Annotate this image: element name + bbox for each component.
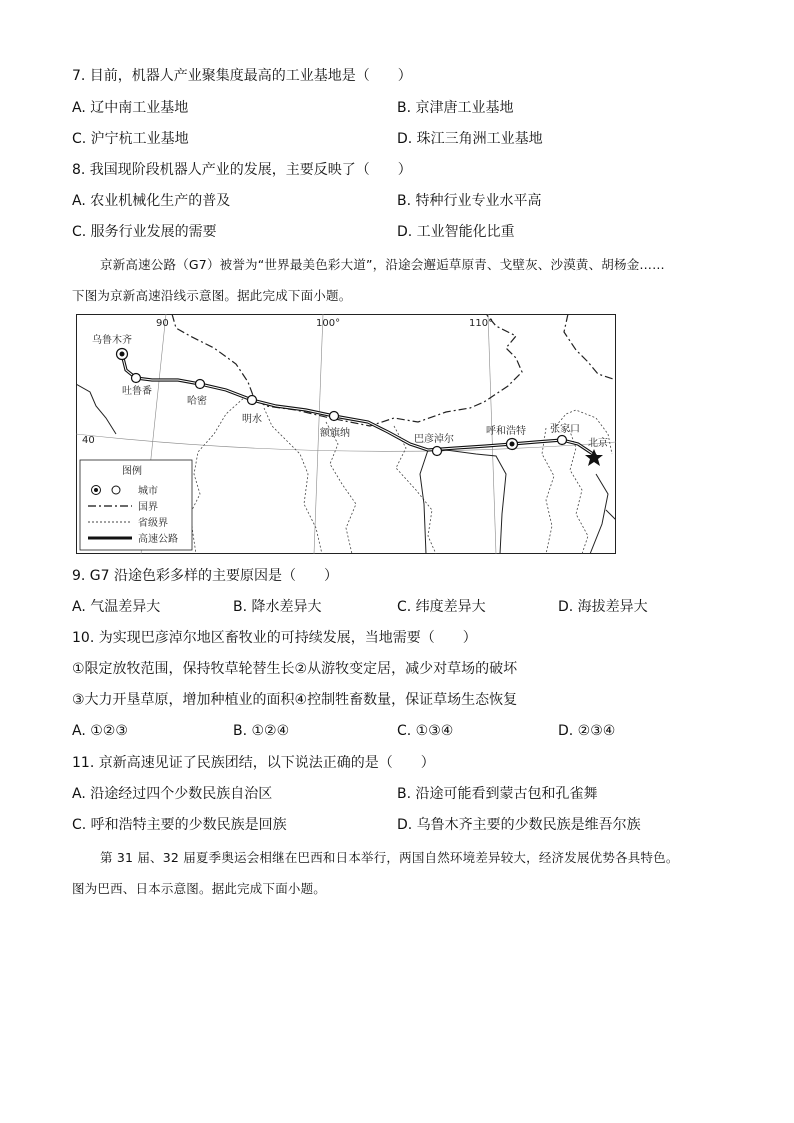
city-urumqi: [117, 349, 128, 360]
q9-option-a: A. 气温差异大: [72, 599, 161, 615]
passage2-line2: 图为巴西、日本示意图。据此完成下面小题。: [72, 881, 327, 896]
q8-option-b: B. 特种行业专业水平高: [397, 193, 542, 209]
q11-option-a: A. 沿途经过四个少数民族自治区: [72, 786, 273, 802]
q9-option-d: D. 海拔差异大: [558, 599, 648, 615]
passage1-line1: 京新高速公路（G7）被誉为“世界最美色彩大道”，沿途会邂逅草原青、戈壁灰、沙漠黄、胡杨金……: [100, 257, 665, 272]
q9-option-c: C. 纬度差异大: [397, 599, 486, 615]
q9-option-b: B. 降水差异大: [233, 599, 322, 615]
q7-stem: 7. 目前，机器人产业聚集度最高的工业基地是（ ）: [72, 68, 412, 84]
city-ejina: [330, 412, 339, 421]
q11-option-c: C. 呼和浩特主要的少数民族是回族: [72, 817, 287, 833]
city-label-hami: 哈密: [187, 396, 207, 407]
map-svg: [76, 314, 616, 554]
city-label-bayannur: 巴彦淖尔: [414, 434, 454, 445]
legend-city: 城市: [138, 486, 158, 497]
city-zhangjiakou: [558, 436, 567, 445]
q9-stem: 9. G7 沿途色彩多样的主要原因是（ ）: [72, 568, 339, 584]
q7-option-a: A. 辽中南工业基地: [72, 100, 189, 116]
city-turpan: [132, 374, 141, 383]
legend-highway: 高速公路: [138, 534, 178, 545]
city-label-beijing: 北京: [588, 438, 608, 449]
legend-title: 图例: [122, 466, 142, 477]
q11-option-b: B. 沿途可能看到蒙古包和孔雀舞: [397, 786, 598, 802]
q10-stem: 10. 为实现巴彦淖尔地区畜牧业的可持续发展，当地需要（ ）: [72, 630, 477, 646]
longitude-110-label: 110°: [469, 318, 494, 329]
passage2-line1: 第 31 届、32 届夏季奥运会相继在巴西和日本举行，两国自然环境差异较大，经济发展优势各具特色。: [100, 850, 679, 865]
passage1-line2: 下图为京新高速沿线示意图。据此完成下面小题。: [72, 288, 352, 303]
q8-stem: 8. 我国现阶段机器人产业的发展，主要反映了（ ）: [72, 162, 412, 178]
q10-option-c: C. ①③④: [397, 723, 454, 739]
q10-option-d: D. ②③④: [558, 723, 616, 739]
q8-option-c: C. 服务行业发展的需要: [72, 224, 217, 240]
city-hohhot: [507, 439, 518, 450]
city-label-ejina: 额旗纳: [320, 428, 350, 439]
city-label-urumqi: 乌鲁木齐: [92, 335, 132, 346]
longitude-90-label: 90: [156, 318, 169, 329]
q11-option-d: D. 乌鲁木齐主要的少数民族是维吾尔族: [397, 817, 641, 833]
q7-option-c: C. 沪宁杭工业基地: [72, 131, 189, 147]
legend-provincial-border: 省级界: [138, 518, 168, 529]
q7-option-d: D. 珠江三角洲工业基地: [397, 131, 543, 147]
q10-option-b: B. ①②④: [233, 723, 290, 739]
q7-option-b: B. 京津唐工业基地: [397, 100, 514, 116]
q11-stem: 11. 京新高速见证了民族团结，以下说法正确的是（ ）: [72, 755, 435, 771]
q10-statement-1: ①限定放牧范围，保持牧草轮替生长②从游牧变定居，减少对草场的破坏: [72, 661, 518, 677]
city-label-turpan: 吐鲁番: [122, 386, 152, 397]
longitude-100-label: 100°: [316, 318, 341, 329]
legend-national-border: 国界: [138, 502, 158, 513]
city-label-mingshui: 明水: [242, 414, 262, 425]
q10-option-a: A. ①②③: [72, 723, 128, 739]
q8-option-a: A. 农业机械化生产的普及: [72, 193, 231, 209]
city-label-zhangjiakou: 张家口: [550, 424, 580, 435]
g7-route-map: [76, 314, 616, 554]
latitude-40-label: 40: [82, 435, 95, 446]
q8-option-d: D. 工业智能化比重: [397, 224, 515, 240]
q10-statement-2: ③大力开垦草原，增加种植业的面积④控制牲畜数量，保证草场生态恢复: [72, 692, 518, 708]
map-legend: [80, 460, 192, 550]
city-mingshui: [248, 396, 257, 405]
city-bayannur: [433, 447, 442, 456]
city-hami: [196, 380, 205, 389]
city-label-hohhot: 呼和浩特: [486, 426, 526, 437]
